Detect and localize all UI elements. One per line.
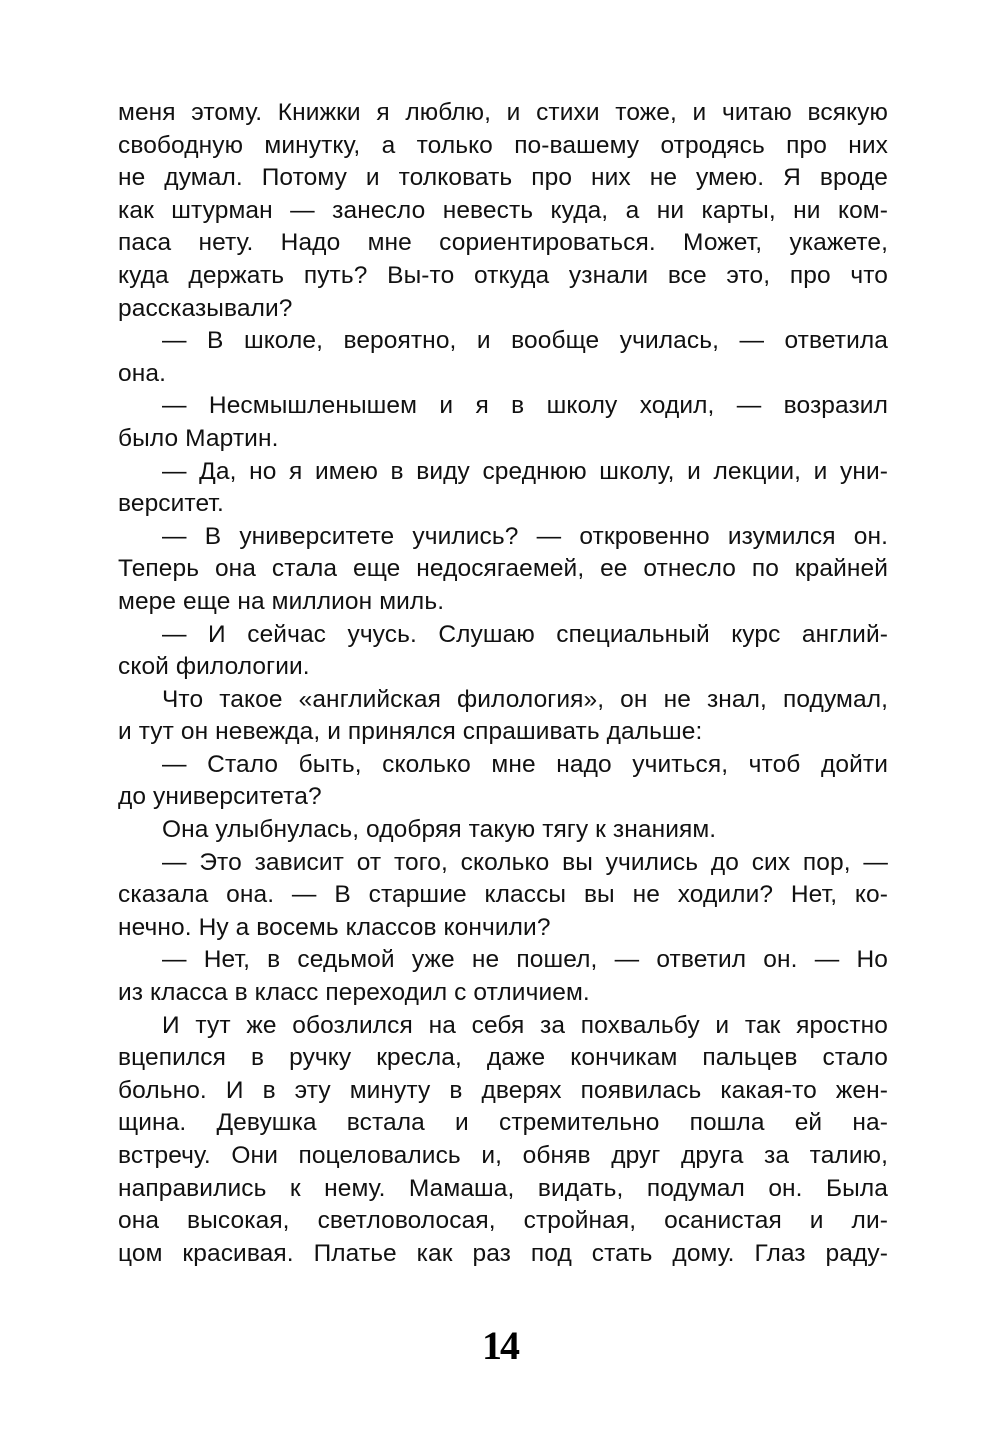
text-line: верситет. xyxy=(118,490,224,518)
text-line: рассказывали? xyxy=(118,294,293,322)
text-line: до университета? xyxy=(118,783,322,811)
text-line: И тут же обозлился на себя за похвальбу и так яростно xyxy=(162,1011,888,1039)
text-line: — И сейчас учусь. Слушаю специальный курс англий- xyxy=(162,620,888,648)
text-line: куда держать путь? Вы-то откуда узнали все это, про что xyxy=(118,261,888,289)
text-line: — Несмышленышем и я в школу ходил, — возразил xyxy=(162,392,888,420)
text-line: — Да, но я имею в виду среднюю школу, и лекции, и уни- xyxy=(162,457,888,485)
text-line: — В школе, вероятно, и вообще училась, — ответила xyxy=(162,327,888,355)
text-line: Она улыбнулась, одобряя такую тягу к знаниям. xyxy=(162,816,717,844)
body-text xyxy=(118,97,888,1270)
text-line: — Стало быть, сколько мне надо учиться, чтоб дойти xyxy=(162,750,888,778)
text-line: щина. Девушка встала и стремительно пошла ей на- xyxy=(118,1109,888,1137)
text-line: направились к нему. Мамаша, видать, подумал он. Была xyxy=(118,1174,888,1202)
text-line: меня этому. Книжки я люблю, и стихи тоже, и читаю всякую xyxy=(118,99,888,126)
text-line: из класса в класс переходил с отличием. xyxy=(118,979,590,1007)
text-line: она. xyxy=(118,359,166,387)
text-line: и тут он невежда, и принялся спрашивать дальше: xyxy=(118,718,703,746)
text-line: Что такое «английская филология», он не знал, подумал, xyxy=(162,685,888,713)
text-line: — Нет, в седьмой уже не пошел, — ответил он. — Но xyxy=(162,946,888,974)
text-line: она высокая, светловолосая, стройная, осанистая и ли- xyxy=(118,1207,888,1235)
text-line: Теперь она стала еще недосягаемей, ее отнесло по крайней xyxy=(118,555,888,583)
text-line: свободную минутку, а только по-вашему отродясь про них xyxy=(118,131,888,159)
text-line: не думал. Потому и толковать про них не умею. Я вроде xyxy=(118,164,888,192)
text-line: цом красивая. Платье как раз под стать дому. Глаз раду- xyxy=(118,1239,888,1267)
page-number: 14 xyxy=(482,1323,518,1368)
text-line: как штурман — занесло невесть куда, а ни карты, ни ком- xyxy=(118,196,888,224)
text-line: сказала она. — В старшие классы вы не ходили? Нет, ко- xyxy=(118,881,888,909)
text-line: — В университете учились? — откровенно изумился он. xyxy=(162,522,888,550)
text-line: встречу. Они поцеловались и, обняв друг друга за талию, xyxy=(118,1142,888,1169)
text-line: было Мартин. xyxy=(118,424,279,452)
text-line: ской филологии. xyxy=(118,653,310,681)
text-line: паса нету. Надо мне сориентироваться. Может, укажете, xyxy=(118,229,888,257)
text-line: — Это зависит от того, сколько вы учились до сих пор, — xyxy=(162,848,888,876)
text-line: вцепился в ручку кресла, даже кончикам пальцев стало xyxy=(118,1044,888,1072)
text-line: больно. И в эту минуту в дверях появилась какая-то жен- xyxy=(118,1076,888,1104)
text-line: нечно. Ну а восемь классов кончили? xyxy=(118,913,551,941)
text-line: мере еще на миллион миль. xyxy=(118,587,445,615)
